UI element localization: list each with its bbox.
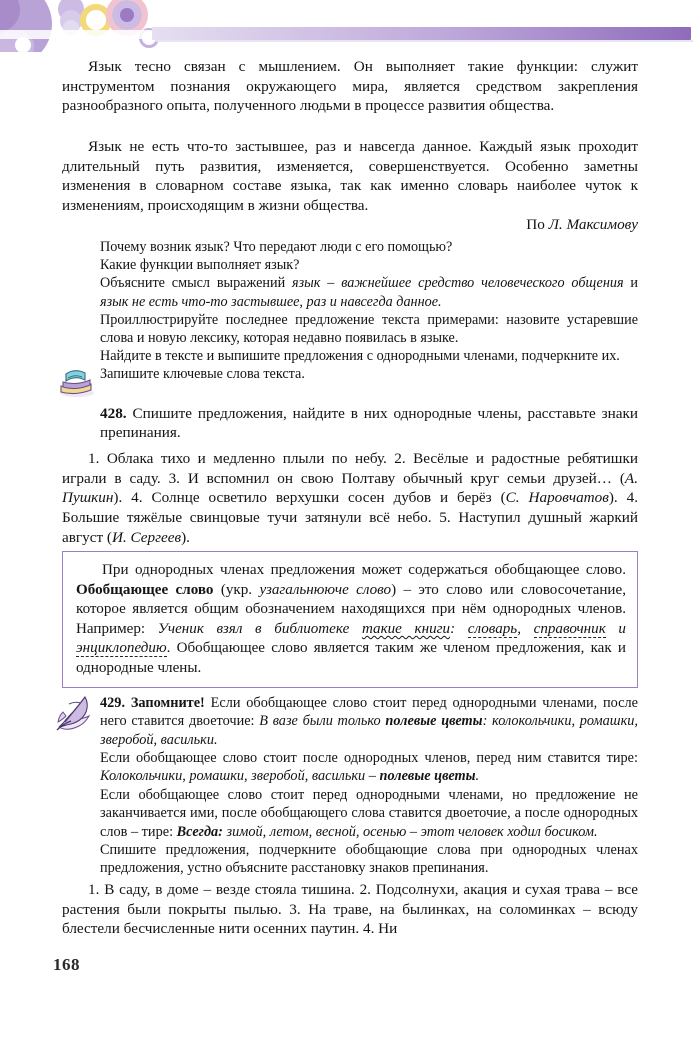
ex428-text-d: ). [181,528,190,546]
ex428-text-c: ). 4. Большие тяжёлые свинцовые тучи затянули всё небо. 5. Наступил душный жаркий август ( [62,489,639,546]
ex428-author-b: С. Наровчатов [505,489,609,507]
page-number: 168 [53,955,80,974]
rule-example-sep-2: и [605,620,626,637]
question-4: Проиллюстрируйте последнее предложение текста примерами: назовите устаревшие слова и новую лексику, которая недавно появилась в языке. [100,311,638,346]
ex429-p2-italic: Колокольчики, ромашки, зверобой, васильки – [100,768,380,785]
question-6: Запишите ключевые слова текста. [100,366,305,383]
questions-block [100,238,638,383]
exercise-429-p3 [100,786,638,841]
exercise-428-instruction: Спишите предложения, найдите в них однородные члены, расставьте знаки препинания. [100,405,638,442]
rule-seg2: (укр. [213,581,260,598]
rule-box [62,551,638,688]
exercise-429-lead: Запомните! [130,695,205,711]
intro-paragraph-2-wrap [62,137,638,216]
ex429-p1-bolditalic: полевые цветы [385,713,483,730]
ex429-p3-italic: зимой, летом, весной, осенью – этот человек ходил босиком. [222,823,598,840]
ex429-p2-end: . [475,768,480,785]
rule-box-text [76,561,626,679]
attribution-author: Л. Максимову [548,216,638,233]
question-3-lead: Объясните смысл выражений [100,275,293,292]
ex429-p3-bolditalic: Всегда: [176,823,223,840]
quill-pen-icon-svg [53,694,95,734]
exercise-428-sentences-wrap [62,449,638,547]
rule-seg1: При однородных членах предложения может содержаться обобщающее слово. [102,562,626,578]
exercise-429-p4: Спишите предложения, подчеркните обобщающие слова при однородных членах предложения, устно объясните расстановку знаков препинания. [100,841,638,877]
attribution-prefix: По [526,216,549,233]
question-3-mid: и [623,275,639,292]
books-icon [57,366,97,398]
page-header-decoration [0,0,700,52]
question-5: Найдите в тексте и выпишите предложения с однородными членами, подчеркните их. [100,348,620,365]
ex429-p2a: Если обобщающее слово стоит после однородных членов, перед ним ставится тире: [100,750,638,767]
rule-example-item-1: словарь [467,620,518,637]
exercise-429-number: 429. [100,695,126,711]
rule-example-item-2: справочник [533,620,606,637]
header-gradient-bar [152,27,691,40]
ex428-author-a: А. Пушкин [62,469,638,507]
question-1: Почему возник язык? Что передают люди с его помощью? [100,239,453,255]
rule-example-wavy: такие книги [361,620,451,637]
exercise-429-p2 [100,749,638,786]
header-bar-shadow [156,40,693,42]
ex429-p1-italic: В вазе были только [259,713,386,730]
question-3-italic-a: язык – важнейшее средство человеческого общения [292,275,624,292]
rule-ukrainian-term: узагальнююче слово [259,581,392,598]
intro-paragraph-2: Язык не есть что-то застывшее, раз и навсегда данное. Каждый язык проходит длительный путь развития, изменяется, совершенствуется. Особенно заметны изменения в словарном составе языка, так как именно словарь наиболее чуток к изменениям, происходящим в жизни общества. [62,138,638,215]
books-icon-svg [57,366,97,398]
exercise-428-sentences [62,449,638,547]
attribution [62,216,638,234]
rule-example-plain: Ученик взял в библиотеке [157,620,362,637]
exercise-429-block [100,694,638,878]
attribution-wrap [62,216,638,234]
ex429-p2-bolditalic: полевые цветы [379,768,476,785]
rule-example-sep-1: , [517,620,534,637]
exercise-428-number: 428. [100,405,127,422]
ex428-text-a: 1. Облака тихо и медленно плыли по небу. 2. Весёлые и радостные ребятишки играли в саду. 3. И вспомнил он свою Полтаву обычный круг семьи друзей… ( [62,450,638,487]
ex429-p3a: Если обобщающее слово стоит перед однородными членами, но предложение не заканчивается ими, после обобщающего слова ставится двоеточие, а после однородных слов – тире: [100,786,638,840]
rule-example-colon: : [450,620,468,637]
rule-seg3: ) – это слово или словосочетание, которое является общим обозначением находящихся при нём однородных членов. Например: [76,581,626,637]
intro-paragraph-1: Язык тесно связан с мышлением. Он выполняет такие функции: служит инструментом познания окружающего мира, является средством закрепления разнообразного опыта, полученного людьми в процессе развития общества. [62,58,638,115]
exercise-429-p1 [100,694,638,749]
question-3 [100,274,638,310]
ex428-author-c: И. Сергеев [111,528,182,546]
violet-core-dot [120,8,134,22]
ex428-text-b: ). 4. Солнце осветило верхушки сосен дубов и берёз ( [113,489,506,507]
question-2: Какие функции выполняет язык? [100,257,300,274]
exercise-428-heading [100,404,638,443]
rule-seg4: Обобщающее слово является таким же членом предложения, как и однородные члены. [76,640,626,677]
exercise-429-sentences: 1. В саду, в доме – везде стояла тишина. 2. Подсолнухи, акация и сухая трава – все растения были покрыты пылью. 3. На траве, на былинках, на соломинках – всюду блестели бесчисленные нити осенних паутин. 4. Ни [62,881,638,938]
ex429-p1-italic2: : колокольчики, ромашки, зверобой, васильки. [100,713,638,748]
rule-bold-term: Обобщающее слово [76,581,214,598]
rule-example-end: . [166,640,177,657]
quill-pen-icon [53,694,95,734]
exercise-428-heading-wrap [100,404,638,443]
header-white-band [0,30,160,39]
intro-paragraph-1-wrap [62,57,638,116]
question-3-italic-b: язык не есть что-то застывшее, раз и навсегда данное. [100,293,442,310]
ex429-p1a: Если обобщающее слово стоит перед однородными членами, после него ставится двоеточие: [100,695,639,730]
rule-example-item-3: энциклопедию [76,640,167,657]
exercise-429-sentences-wrap [62,880,638,939]
